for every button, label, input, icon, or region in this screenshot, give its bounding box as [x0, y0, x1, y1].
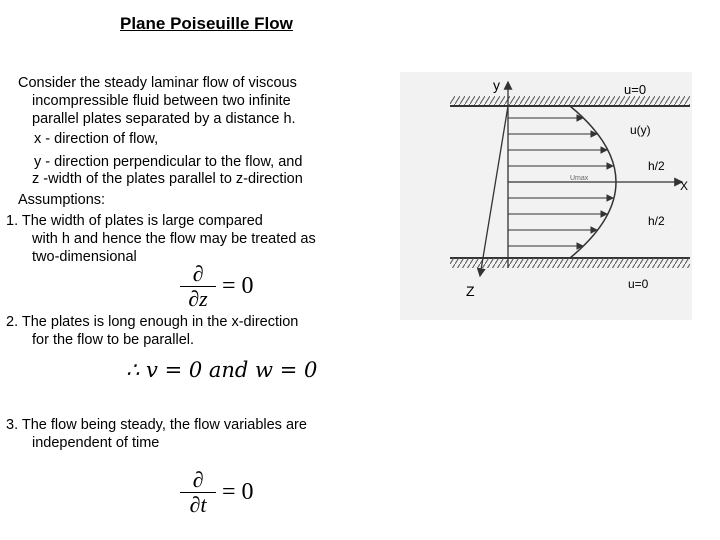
label-umax: Umax	[570, 175, 589, 182]
equation-dt-rhs: = 0	[222, 479, 254, 505]
assumption-1-line-2: with h and hence the flow may be treated as	[32, 231, 316, 247]
label-y: y	[493, 77, 500, 93]
label-h2-top: h/2	[648, 159, 665, 173]
assumption-2-line-1: 2. The plates is long enough in the x-direction	[6, 314, 299, 330]
equation-dt	[180, 468, 254, 517]
label-z: Z	[466, 283, 475, 299]
equation-dz-numerator: ∂	[192, 261, 204, 286]
label-x: X	[680, 179, 689, 193]
intro-line-2: incompressible fluid between two infinite	[32, 93, 291, 109]
bottom-plate-hatch	[450, 258, 690, 268]
label-u0-top: u=0	[624, 82, 647, 97]
assumption-3-line-1: 3. The flow being steady, the flow variables are	[6, 417, 307, 433]
equation-dz-denominator: ∂z	[188, 286, 208, 311]
label-h2-bottom: h/2	[648, 214, 665, 228]
poiseuille-diagram	[400, 72, 692, 320]
assumption-2-line-2: for the flow to be parallel.	[32, 332, 195, 348]
equation-dz-rhs: = 0	[222, 273, 254, 299]
equation-dz	[180, 262, 254, 311]
equation-v-w-zero: ∴ v = 0 and w = 0	[126, 358, 318, 382]
assumption-1-line-3: two-dimensional	[32, 249, 137, 265]
label-uy: u(y)	[630, 123, 651, 137]
assumption-1-line-1: 1. The width of plates is large compared	[6, 213, 263, 229]
intro-line-6: z -width of the plates parallel to z-direction	[32, 171, 303, 187]
assumption-3-line-2: independent of time	[32, 435, 160, 451]
equation-dt-denominator: ∂t	[189, 492, 207, 517]
intro-line-5: y - direction perpendicular to the flow, and	[34, 154, 303, 170]
page-title: Plane Poiseuille Flow	[120, 14, 293, 33]
intro-line-3: parallel plates separated by a distance h.	[32, 111, 296, 127]
equation-dt-numerator: ∂	[192, 467, 204, 492]
top-plate-hatch	[450, 96, 690, 106]
label-u0-bottom: u=0	[628, 277, 649, 291]
intro-line-1: Consider the steady laminar flow of viscous	[18, 75, 297, 91]
intro-line-4: x - direction of flow,	[34, 131, 159, 147]
assumptions-heading: Assumptions:	[18, 192, 106, 208]
